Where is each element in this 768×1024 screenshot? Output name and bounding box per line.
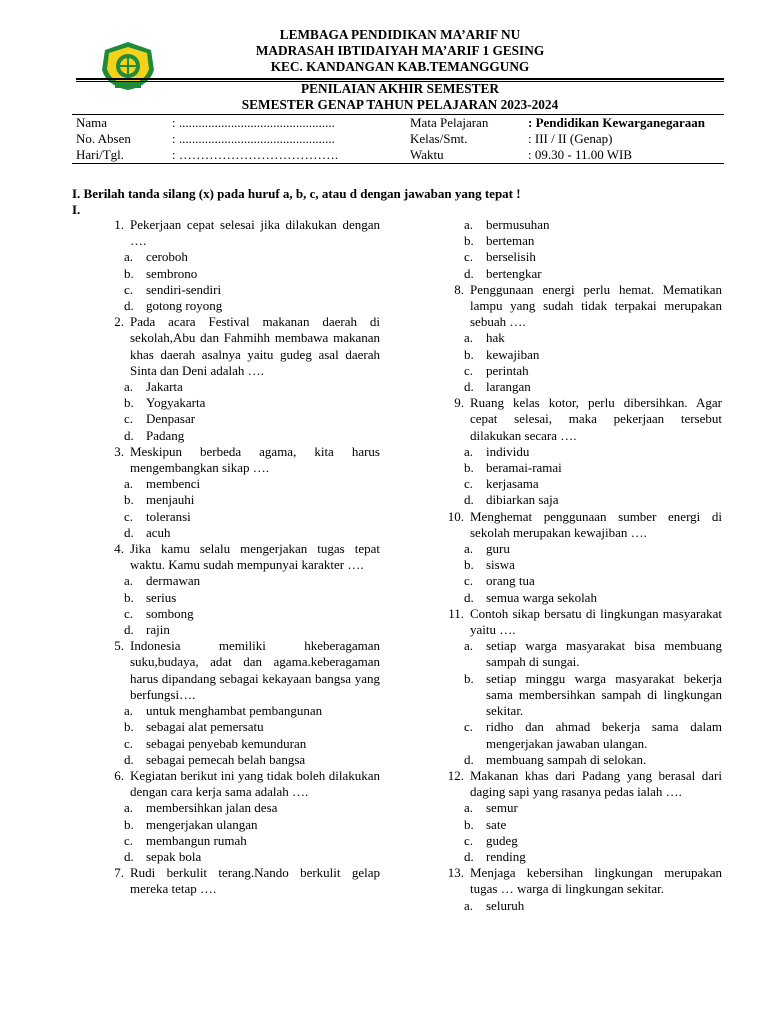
option-text: rajin: [146, 622, 170, 638]
answer-option[interactable]: [432, 719, 722, 751]
answer-option[interactable]: [432, 476, 722, 492]
question-number: 9.: [454, 395, 464, 411]
info-cell-l2: Mata Pelajaran: [406, 115, 524, 132]
option-letter: c.: [464, 719, 474, 735]
option-letter: d.: [124, 848, 134, 864]
question-item: [92, 314, 380, 379]
question-number: 3.: [114, 443, 124, 459]
option-text: acuh: [146, 524, 171, 540]
answer-option[interactable]: [92, 266, 380, 282]
answer-option[interactable]: [432, 541, 722, 557]
option-letter: c.: [464, 249, 474, 265]
option-text: gotong royong: [146, 298, 223, 314]
option-text: semua warga sekolah: [486, 589, 597, 605]
option-letter: c.: [124, 832, 134, 848]
answer-option[interactable]: [92, 509, 380, 525]
option-text: bermusuhan: [486, 217, 550, 232]
option-text: toleransi: [146, 508, 191, 524]
answer-option[interactable]: [92, 833, 380, 849]
answer-option[interactable]: [432, 266, 722, 282]
answer-option[interactable]: [92, 525, 380, 541]
option-letter: b.: [464, 670, 474, 686]
answer-option[interactable]: [432, 833, 722, 849]
option-letter: b.: [464, 816, 474, 832]
option-text: serius: [146, 589, 177, 605]
question-number: 8.: [454, 281, 464, 297]
answer-option[interactable]: [92, 298, 380, 314]
question-item: [432, 768, 722, 800]
option-letter: a.: [464, 330, 474, 346]
option-text: dibiarkan saja: [486, 492, 559, 508]
answer-option[interactable]: [92, 752, 380, 768]
option-text: semur: [486, 800, 518, 816]
answer-option[interactable]: [432, 671, 722, 720]
answer-option[interactable]: [432, 347, 722, 363]
question-item: [92, 444, 380, 476]
option-letter: b.: [124, 265, 134, 281]
answer-option[interactable]: [92, 590, 380, 606]
option-text: membangun rumah: [146, 832, 247, 848]
answer-option[interactable]: [432, 752, 722, 768]
option-text: membenci: [146, 476, 201, 492]
question-number: 6.: [114, 767, 124, 783]
option-text: menjauhi: [146, 492, 195, 508]
answer-option[interactable]: [432, 573, 722, 589]
questions-left-column: [92, 217, 380, 898]
option-text: sembrono: [146, 265, 198, 281]
answer-option[interactable]: [92, 249, 380, 265]
answer-option[interactable]: [432, 249, 722, 265]
option-letter: b.: [124, 492, 134, 508]
answer-option[interactable]: [432, 217, 722, 233]
option-letter: a.: [124, 573, 134, 589]
answer-option[interactable]: [432, 557, 722, 573]
option-text: ceroboh: [146, 249, 188, 265]
answer-option[interactable]: [432, 363, 722, 379]
option-letter: d.: [124, 622, 134, 638]
option-letter: d.: [124, 427, 134, 443]
question-text: Jika kamu selalu mengerjakan tugas tepat waktu. Kamu sudah mempunyai karakter ….: [130, 541, 380, 573]
option-letter: d.: [464, 751, 474, 767]
option-letter: b.: [124, 395, 134, 411]
question-number: 2.: [114, 314, 124, 330]
answer-option[interactable]: [432, 898, 722, 914]
option-letter: d.: [464, 589, 474, 605]
option-text: sebagai pemecah belah bangsa: [146, 751, 306, 767]
option-letter: a.: [464, 443, 474, 459]
option-letter: d.: [124, 524, 134, 540]
header-line-1: LEMBAGA PENDIDIKAN MA’ARIF NU: [279, 27, 521, 42]
option-text: kewajiban: [486, 346, 540, 362]
option-letter: a.: [124, 476, 134, 492]
question-text: Penggunaan energi perlu hemat. Mematikan lampu yang sudah tidak terpakai merupakan sebuah ….: [470, 281, 722, 330]
info-row: [72, 115, 724, 132]
exam-subtitle: SEMESTER GENAP TAHUN PELAJARAN 2023-2024: [241, 97, 559, 112]
header-line-2: MADRASAH IBTIDAIYAH MA’ARIF 1 GESING: [255, 43, 545, 58]
question-text: Pekerjaan cepat selesai jika dilakukan dengan ….: [130, 217, 380, 249]
info-cell-v2: : 09.30 - 11.00 WIB: [524, 147, 724, 164]
info-cell-v1: : ................................................: [172, 131, 335, 146]
option-letter: b.: [464, 557, 474, 573]
option-text: sombong: [146, 605, 194, 621]
option-text: Yogyakarta: [146, 395, 206, 411]
option-text: guru: [486, 541, 510, 557]
option-text: kerjasama: [486, 476, 539, 492]
option-letter: d.: [124, 298, 134, 314]
info-cell-v2: : Pendidikan Kewarganegaraan: [524, 115, 724, 132]
option-letter: a.: [124, 800, 134, 816]
option-text: hak: [486, 330, 505, 346]
option-text: rending: [486, 848, 526, 864]
option-text: membersihkan jalan desa: [146, 800, 278, 816]
option-text: mengerjakan ulangan: [146, 816, 258, 832]
question-text: Menghemat penggunaan sumber energi di sekolah merupakan kewajiban ….: [470, 508, 722, 540]
option-text: perintah: [486, 362, 529, 378]
option-letter: c.: [124, 508, 134, 524]
info-cell-l1: Nama: [72, 115, 168, 132]
option-letter: d.: [464, 492, 474, 508]
question-number: 11.: [448, 605, 464, 621]
option-text: Jakarta: [146, 379, 183, 395]
question-text: Ruang kelas kotor, perlu dibersihkan. Agar cepat selesai, maka pekerjaan tersebut dilakukan secara ….: [470, 395, 722, 443]
info-cell-v1: : ................................................: [168, 115, 406, 132]
option-letter: a.: [124, 703, 134, 719]
info-cell-l2: Kelas/Smt.: [410, 131, 468, 146]
answer-option[interactable]: [92, 395, 380, 411]
option-text: larangan: [486, 379, 531, 395]
answer-option[interactable]: [432, 590, 722, 606]
answer-option[interactable]: [92, 703, 380, 719]
question-item: [432, 395, 722, 444]
info-cell-v2: : III / II (Genap): [528, 131, 613, 146]
option-text: berteman: [486, 233, 535, 249]
option-letter: c.: [124, 411, 134, 427]
instruction-text: [72, 186, 521, 218]
answer-option[interactable]: [92, 428, 380, 444]
question-text: Meskipun berbeda agama, kita harus mengembangkan sikap ….: [130, 443, 380, 476]
question-item: [92, 768, 380, 800]
question-item: [92, 865, 380, 897]
question-text: Indonesia memiliki hkeberagaman suku,budaya, adat dan agama.keberagaman harus dipandang sebagai kekayaan bangsa yang berfungsi….: [130, 638, 380, 702]
option-text: orang tua: [486, 573, 535, 589]
answer-option[interactable]: [432, 460, 722, 476]
option-text: sebagai penyebab kemunduran: [146, 735, 307, 751]
option-text: berselisih: [486, 249, 536, 265]
school-logo-icon: [99, 40, 157, 92]
question-item: [92, 541, 380, 573]
question-item: [432, 282, 722, 331]
answer-option[interactable]: [92, 573, 380, 589]
option-letter: c.: [464, 573, 474, 589]
instruction-line: I. Berilah tanda silang (x) pada huruf a, b, c, atau d dengan jawaban yang tepat !: [72, 186, 521, 201]
question-number: 10.: [447, 508, 464, 524]
question-item: [432, 509, 722, 541]
option-letter: a.: [464, 897, 474, 913]
option-text: sepak bola: [146, 848, 202, 864]
answer-option[interactable]: [92, 719, 380, 735]
question-text: Kegiatan berikut ini yang tidak boleh dilakukan dengan cara kerja sama adalah ….: [130, 767, 380, 800]
student-info-table: [72, 114, 724, 164]
option-text: bertengkar: [486, 265, 542, 281]
option-text: seluruh: [486, 897, 525, 913]
option-letter: c.: [124, 605, 134, 621]
option-text: sendiri-sendiri: [146, 281, 222, 297]
answer-option[interactable]: [432, 444, 722, 460]
question-item: [92, 638, 380, 703]
answer-option[interactable]: [432, 233, 722, 249]
option-letter: a.: [464, 800, 474, 816]
option-letter: d.: [464, 265, 474, 281]
option-letter: c.: [464, 362, 474, 378]
option-text: beramai-ramai: [486, 460, 562, 476]
answer-option[interactable]: [432, 492, 722, 508]
question-text: Makanan khas dari Padang yang berasal dari daging sapi yang rasanya pedas ialah ….: [470, 767, 722, 800]
option-letter: a.: [124, 379, 134, 395]
option-text: Padang: [146, 427, 185, 443]
info-cell-l1: No. Absen: [76, 131, 131, 146]
option-text: individu: [486, 443, 530, 459]
section-marker: I.: [72, 202, 81, 217]
option-text: setiap warga masyarakat bisa membuang sampah di sungai.: [486, 638, 722, 670]
answer-option[interactable]: [432, 330, 722, 346]
option-letter: b.: [124, 589, 134, 605]
option-letter: b.: [124, 719, 134, 735]
option-letter: d.: [464, 379, 474, 395]
info-row: [72, 131, 724, 147]
option-letter: a.: [464, 541, 474, 557]
answer-option[interactable]: [92, 492, 380, 508]
header-line-3: KEC. KANDANGAN KAB.TEMANGGUNG: [270, 59, 530, 74]
question-text: Menjaga kebersihan lingkungan merupakan tugas … warga di lingkungan sekitar.: [470, 865, 722, 897]
answer-option[interactable]: [432, 638, 722, 670]
option-letter: b.: [464, 460, 474, 476]
option-letter: c.: [124, 735, 134, 751]
question-item: [432, 865, 722, 897]
option-letter: d.: [124, 751, 134, 767]
answer-option[interactable]: [92, 476, 380, 492]
answer-option[interactable]: [92, 736, 380, 752]
question-number: 1.: [114, 217, 124, 232]
option-letter: a.: [464, 638, 474, 654]
option-letter: c.: [464, 832, 474, 848]
answer-option[interactable]: [92, 282, 380, 298]
exam-title: PENILAIAN AKHIR SEMESTER: [300, 81, 500, 96]
answer-option[interactable]: [92, 411, 380, 427]
option-letter: c.: [124, 281, 134, 297]
answer-option[interactable]: [92, 622, 380, 638]
info-row: [72, 147, 724, 164]
option-text: setiap minggu warga masyarakat bekerja sama membersihkan sampah di lingkungan sekitar.: [486, 670, 722, 719]
answer-option[interactable]: [92, 817, 380, 833]
question-item: [92, 217, 380, 249]
question-number: 5.: [114, 638, 124, 654]
question-number: 7.: [114, 865, 124, 881]
answer-option[interactable]: [432, 817, 722, 833]
option-letter: b.: [124, 816, 134, 832]
info-cell-l1: Hari/Tgl.: [72, 147, 168, 164]
header-rule: [76, 78, 724, 80]
question-text: Contoh sikap bersatu di lingkungan masyarakat yaitu ….: [470, 605, 722, 638]
option-letter: c.: [464, 476, 474, 492]
question-number: 12.: [447, 767, 464, 783]
option-letter: d.: [464, 848, 474, 864]
info-cell-l2: Waktu: [406, 147, 524, 164]
option-text: sebagai alat pemersatu: [146, 719, 264, 735]
answer-option[interactable]: [432, 800, 722, 816]
answer-option[interactable]: [92, 800, 380, 816]
option-text: ridho dan ahmad bekerja sama dalam mengerjakan jawaban ulangan.: [486, 719, 722, 751]
option-text: sate: [486, 816, 507, 832]
option-text: siswa: [486, 557, 515, 573]
answer-option[interactable]: [92, 849, 380, 865]
question-text: Rudi berkulit terang.Nando berkulit gelap mereka tetap ….: [130, 865, 380, 897]
question-number: 4.: [114, 541, 124, 557]
question-text: Pada acara Festival makanan daerah di sekolah,Abu dan Fahmihh membawa makanan khas daerah asalnya yaitu gudeg asal daerah Sinta dan Deni adalah ….: [130, 314, 380, 378]
question-item: [432, 606, 722, 638]
option-text: dermawan: [146, 573, 201, 589]
info-cell-v1: : ……………………………….: [168, 147, 406, 164]
option-letter: a.: [464, 217, 474, 232]
option-text: Denpasar: [146, 411, 196, 427]
answer-option[interactable]: [92, 606, 380, 622]
option-text: membuang sampah di selokan.: [486, 751, 647, 767]
answer-option[interactable]: [92, 379, 380, 395]
option-letter: a.: [124, 249, 134, 265]
answer-option[interactable]: [432, 379, 722, 395]
option-text: gudeg: [486, 832, 518, 848]
questions-right-column: [432, 217, 722, 914]
option-text: untuk menghambat pembangunan: [146, 703, 323, 719]
option-letter: b.: [464, 346, 474, 362]
question-number: 13.: [447, 865, 464, 881]
option-letter: b.: [464, 233, 474, 249]
answer-option[interactable]: [432, 849, 722, 865]
